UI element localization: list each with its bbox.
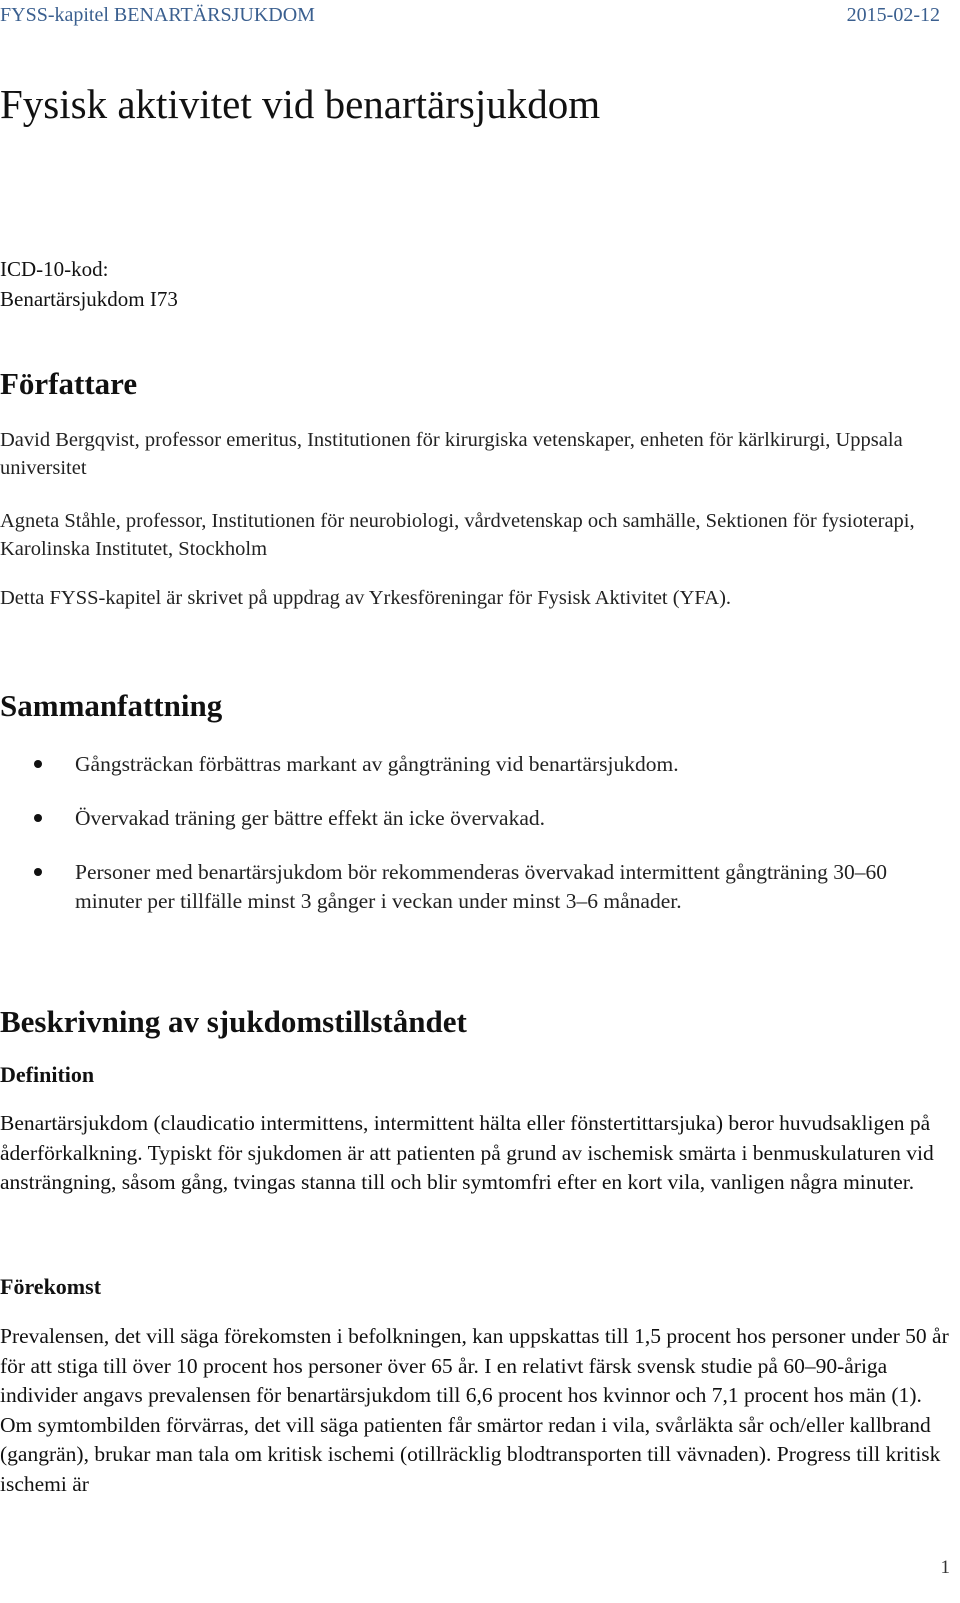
bullet-dot-icon bbox=[34, 814, 42, 822]
summary-bullet: Gångsträckan förbättras markant av gångträning vid benartärsjukdom. bbox=[0, 750, 945, 779]
author-1: David Bergqvist, professor emeritus, Institutionen för kirurgiska vetenskaper, enheten för kärlkirurgi, Uppsala universitet bbox=[0, 429, 903, 479]
document-title: Fysisk aktivitet vid benartärsjukdom bbox=[0, 81, 601, 127]
bullet-dot-icon bbox=[34, 868, 42, 876]
prevalence-heading: Förekomst bbox=[0, 1274, 102, 1299]
running-header bbox=[0, 4, 940, 32]
summary-bullet: Personer med benartärsjukdom bör rekommenderas övervakad intermittent gångträning 30–60 minuter per tillfälle minst 3 gånger i veckan under minst 3–6 månader. bbox=[0, 858, 945, 916]
bullet-dot-icon bbox=[34, 760, 42, 768]
prevalence-paragraph: Prevalensen, det vill säga förekomsten i befolkningen, kan uppskattas till 1,5 procent hos personer under 50 år för att stiga till över 10 procent hos personer över 65 år. I en relativt färsk svensk studie på 60–90-åriga individer angavs prevalensen för benartärsjukdom till 6,6 procent hos kvinnor och 7,1 procent hos män (1). Om symtombilden förvärras, det vill säga patienten får smärtor redan i vila, svårläkta sår och/eller kallbrand (gangrän), brukar man tala om kritisk ischemi (otillräcklig blodtransporten till vävnaden). Progress till kritisk ischemi är bbox=[0, 1324, 949, 1496]
icd-code-block bbox=[0, 254, 178, 314]
icd-value: Benartärsjukdom I73 bbox=[0, 287, 178, 311]
header-date: 2015-02-12 bbox=[846, 4, 940, 26]
header-chapter-title: FYSS-kapitel BENARTÄRSJUKDOM bbox=[0, 4, 315, 26]
authors-heading: Författare bbox=[0, 366, 138, 401]
icd-label: ICD-10-kod: bbox=[0, 257, 109, 281]
page-number: 1 bbox=[940, 1557, 950, 1578]
author-2: Agneta Ståhle, professor, Institutionen för neurobiologi, vårdvetenskap och samhälle, Sektionen för fysioterapi, Karolinska Institutet, Stockholm bbox=[0, 510, 915, 560]
commission-note: Detta FYSS-kapitel är skrivet på uppdrag av Yrkesföreningar för Fysisk Aktivitet (YFA). bbox=[0, 587, 732, 609]
summary-bullet: Övervakad träning ger bättre effekt än icke övervakad. bbox=[0, 804, 945, 833]
definition-heading: Definition bbox=[0, 1062, 95, 1087]
description-heading: Beskrivning av sjukdomstillståndet bbox=[0, 1004, 467, 1039]
definition-paragraph: Benartärsjukdom (claudicatio intermittens, intermittent hälta eller fönstertittarsjuka) beror huvudsakligen på åderförkalkning. Typiskt för sjukdomen är att patienten på grund av ischemisk smärta i benmuskulaturen vid ansträngning, såsom gång, tvingas stanna till och blir symtomfri efter en kort vila, vanligen några minuter. bbox=[0, 1111, 934, 1194]
summary-list bbox=[0, 750, 945, 916]
summary-heading: Sammanfattning bbox=[0, 688, 223, 723]
